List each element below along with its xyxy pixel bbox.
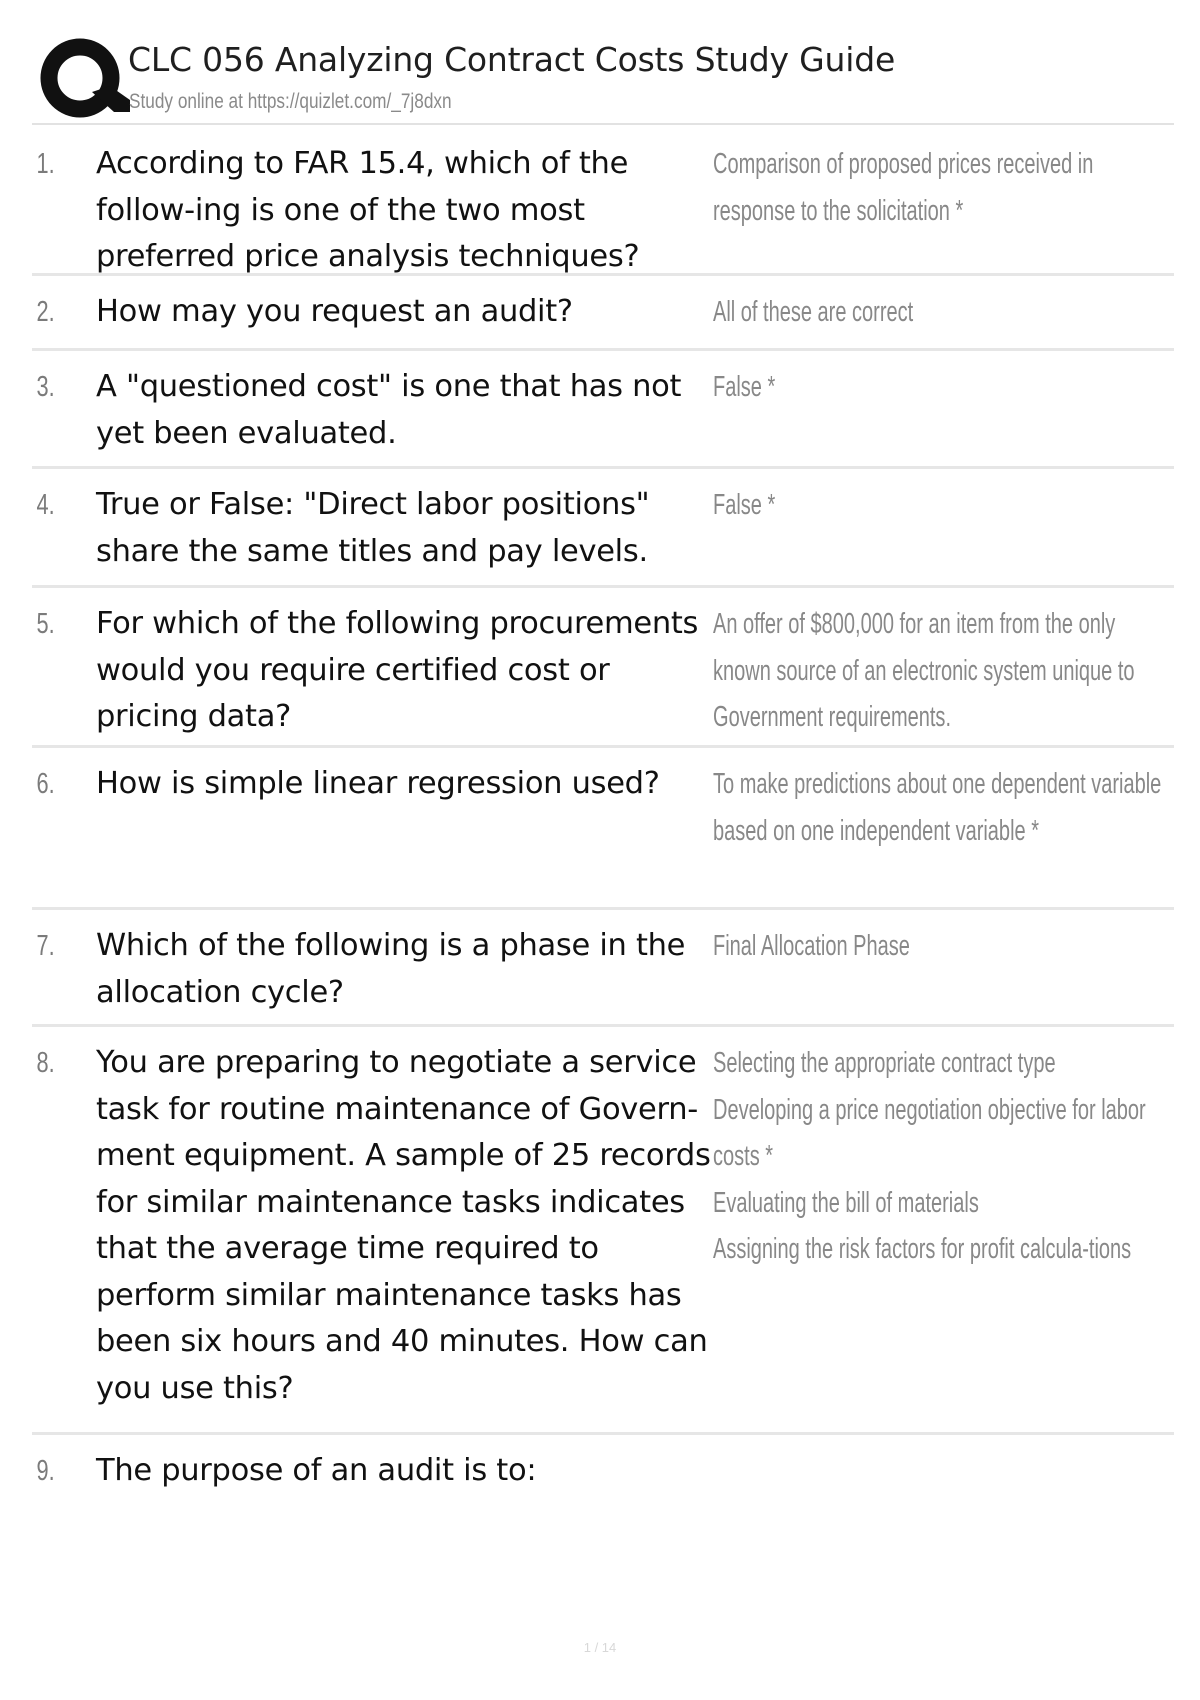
- answer-option: Evaluating the bill of materials: [713, 1186, 979, 1219]
- card-number: 9.: [36, 1455, 55, 1487]
- flashcard: [32, 128, 1174, 276]
- card-number: 6.: [36, 768, 55, 800]
- card-definition: [713, 141, 1171, 281]
- card-term: You are preparing to negotiate a service task for routine maintenance of Govern-ment equipment. A sample of 25 records for similar maintenance tasks indicates that the average time required to perform similar maintenance tasks has been six hours and 40 minutes. How can you use this?: [96, 1045, 711, 1406]
- card-definition: [713, 923, 1171, 1016]
- flashcard: [32, 1027, 1174, 1435]
- answer-option: To make predictions about one dependent variable based on one independent variable *: [713, 768, 1162, 847]
- card-definition: [713, 289, 1171, 336]
- card-term: How is simple linear regression used?: [96, 766, 660, 801]
- document-title: CLC 056 Analyzing Contract Costs Study Guide: [128, 40, 896, 79]
- answer-option: False *: [713, 489, 776, 521]
- document-header: [28, 30, 1178, 126]
- card-definition: [713, 364, 1171, 457]
- card-term: According to FAR 15.4, which of the follow-ing is one of the two most preferred price analysis techniques?: [96, 146, 640, 274]
- card-number: 2.: [36, 296, 55, 328]
- answer-option: Selecting the appropriate contract type: [713, 1047, 1056, 1079]
- answer-option: False *: [713, 371, 776, 403]
- card-number: 8.: [36, 1047, 55, 1079]
- flashcard: [32, 469, 1174, 588]
- answer-option: Developing a price negotiation objective for labor costs *: [713, 1093, 1146, 1172]
- flashcard-list: [32, 128, 1174, 1525]
- card-definition: [713, 1448, 1171, 1503]
- quizlet-q-logo-icon: [32, 34, 136, 124]
- study-online-link[interactable]: Study online at https://quizlet.com/_7j8dxn: [129, 90, 452, 113]
- answer-option: An offer of $800,000 for an item from the only known source of an electronic system unique to Government requirements.: [713, 608, 1135, 733]
- answer-option: All of these are correct: [713, 296, 914, 328]
- answer-option: Comparison of proposed prices received in response to the solicitation *: [713, 148, 1094, 227]
- card-number: 7.: [36, 930, 55, 962]
- card-number: 3.: [36, 371, 55, 403]
- answer-option: Assigning the risk factors for profit calcula-tions: [713, 1233, 1132, 1265]
- card-definition: [713, 1040, 1171, 1412]
- card-term: The purpose of an audit is to:: [96, 1453, 537, 1488]
- card-term: Which of the following is a phase in the allocation cycle?: [96, 928, 686, 1010]
- header-divider: [32, 123, 1174, 125]
- flashcard: [32, 351, 1174, 469]
- card-number: 5.: [36, 608, 55, 640]
- card-term: A "questioned cost" is one that has not yet been evaluated.: [96, 369, 682, 451]
- card-number: 4.: [36, 489, 55, 521]
- answer-option: Final Allocation Phase: [713, 930, 910, 962]
- flashcard: [32, 748, 1174, 910]
- flashcard: [32, 1435, 1174, 1525]
- flashcard: [32, 910, 1174, 1027]
- card-definition: [713, 601, 1171, 741]
- card-definition: [713, 482, 1171, 575]
- page-number: 1 / 14: [583, 1640, 617, 1655]
- flashcard: [32, 276, 1174, 351]
- card-term: How may you request an audit?: [96, 294, 573, 329]
- card-term: For which of the following procurements would you require certified cost or pricing data?: [96, 606, 699, 734]
- card-definition: [713, 761, 1171, 885]
- card-term: True or False: "Direct labor positions" share the same titles and pay levels.: [96, 487, 650, 569]
- flashcard: [32, 588, 1174, 748]
- card-number: 1.: [36, 148, 55, 180]
